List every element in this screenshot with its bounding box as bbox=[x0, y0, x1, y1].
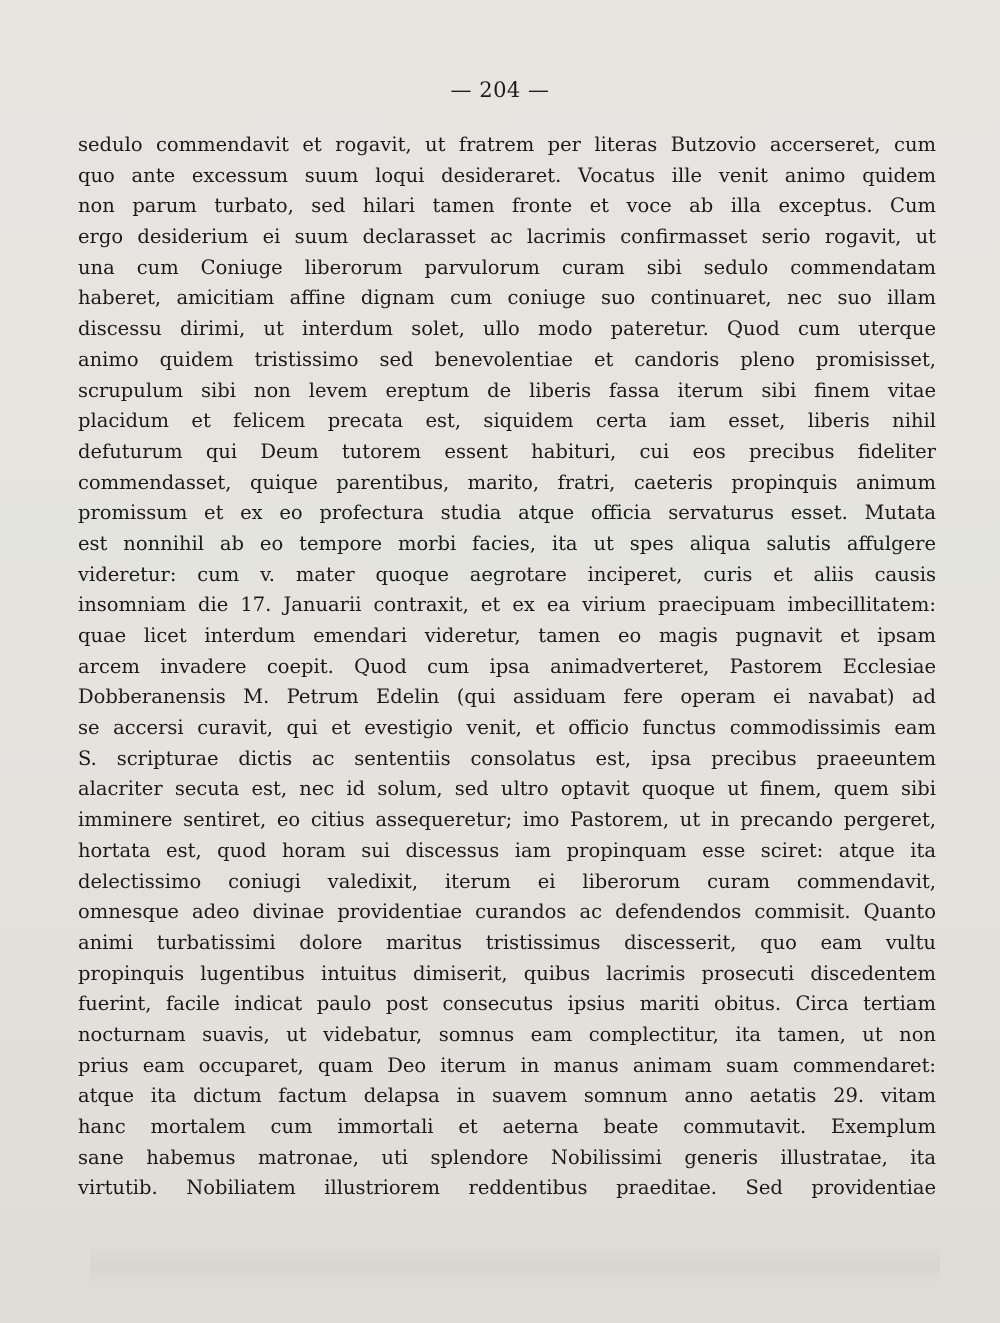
text-line: defuturum qui Deum tutorem essent habituri, cui eos precibus fideliter bbox=[78, 439, 936, 463]
text-line: Dobberanensis M. Petrum Edelin (qui assiduam fere operam ei navabat) ad bbox=[78, 685, 936, 709]
body-text bbox=[78, 130, 936, 1204]
text-line: atque ita dictum factum delapsa in suavem somnum anno aetatis 29. vitam bbox=[78, 1084, 936, 1108]
text-line: quo ante excessum suum loqui desideraret. Vocatus ille venit animo quidem bbox=[78, 163, 936, 187]
text-line: non parum turbato, sed hilari tamen fronte et voce ab illa exceptus. Cum bbox=[78, 194, 936, 218]
text-line: omnesque adeo divinae providentiae curandos ac defendendos commisit. Quanto bbox=[78, 900, 936, 924]
text-line: haberet, amicitiam affine dignam cum coniuge suo continuaret, nec suo illam bbox=[78, 286, 936, 310]
text-line: nocturnam suavis, ut videbatur, somnus eam complectitur, ita tamen, ut non bbox=[78, 1022, 936, 1046]
text-line: propinquis lugentibus intuitus dimiserit, quibus lacrimis prosecuti discedentem bbox=[78, 961, 936, 985]
text-line: animo quidem tristissimo sed benevolentiae et candoris pleno promisisset, bbox=[78, 347, 936, 371]
text-line: hanc mortalem cum immortali et aeterna beate commutavit. Exemplum bbox=[78, 1115, 936, 1138]
text-line: animi turbatissimi dolore maritus tristissimus discesserit, quo eam vultu bbox=[78, 930, 936, 954]
text-line: imminere sentiret, eo citius assequeretur; imo Pastorem, ut in precando pergeret, bbox=[78, 808, 936, 832]
text-line: S. scripturae dictis ac sententiis consolatus est, ipsa precibus praeeuntem bbox=[78, 746, 936, 770]
text-line: est nonnihil ab eo tempore morbi facies, ita ut spes aliqua salutis affulgere bbox=[78, 531, 936, 555]
text-line: commendasset, quique parentibus, marito, fratri, caeteris propinquis animum bbox=[78, 470, 936, 494]
text-line: una cum Coniuge liberorum parvulorum curam sibi sedulo commendatam bbox=[78, 255, 936, 279]
text-line: sane habemus matronae, uti splendore Nobilissimi generis illustratae, ita bbox=[78, 1145, 936, 1169]
text-line: prius eam occuparet, quam Deo iterum in manus animam suam commendaret: bbox=[78, 1053, 936, 1077]
text-line: arcem invadere coepit. Quod cum ipsa animadverteret, Pastorem Ecclesiae bbox=[78, 654, 936, 678]
page-number: — 204 — bbox=[450, 78, 550, 102]
text-line: fuerint, facile indicat paulo post consecutus ipsius mariti obitus. Circa tertiam bbox=[78, 992, 936, 1016]
text-line: alacriter secuta est, nec id solum, sed ultro optavit quoque ut finem, quem sibi bbox=[78, 777, 936, 801]
text-line: virtutib. Nobiliatem illustriorem reddentibus praeditae. Sed providentiae bbox=[78, 1176, 936, 1200]
text-line: quae licet interdum emendari videretur, tamen eo magis pugnavit et ipsam bbox=[78, 624, 936, 647]
text-line: sedulo commendavit et rogavit, ut fratrem per literas Butzovio accerseret, cum bbox=[78, 133, 936, 156]
text-line: ergo desiderium ei suum declarasset ac lacrimis confirmasset serio rogavit, ut bbox=[78, 225, 936, 249]
text-line: delectissimo coniugi valedixit, iterum ei liberorum curam commendavit, bbox=[78, 869, 936, 893]
text-line: promissum et ex eo profectura studia atque officia servaturus esset. Mutata bbox=[78, 501, 936, 525]
text-line: placidum et felicem precata est, siquidem certa iam esset, liberis nihil bbox=[78, 409, 936, 433]
text-line: videretur: cum v. mater quoque aegrotare inciperet, curis et aliis causis bbox=[78, 562, 936, 586]
text-line: discessu dirimi, ut interdum solet, ullo modo pateretur. Quod cum uterque bbox=[78, 317, 936, 341]
text-line: se accersi curavit, qui et evestigio venit, et officio functus commodissimis eam bbox=[78, 716, 936, 740]
text-line: hortata est, quod horam sui discessus iam propinquam esse sciret: atque ita bbox=[78, 838, 936, 862]
text-line: insomniam die 17. Januarii contraxit, et ex ea virium praecipuam imbecillitatem: bbox=[78, 593, 936, 617]
text-line: scrupulum sibi non levem ereptum de liberis fassa iterum sibi finem vitae bbox=[78, 378, 936, 402]
